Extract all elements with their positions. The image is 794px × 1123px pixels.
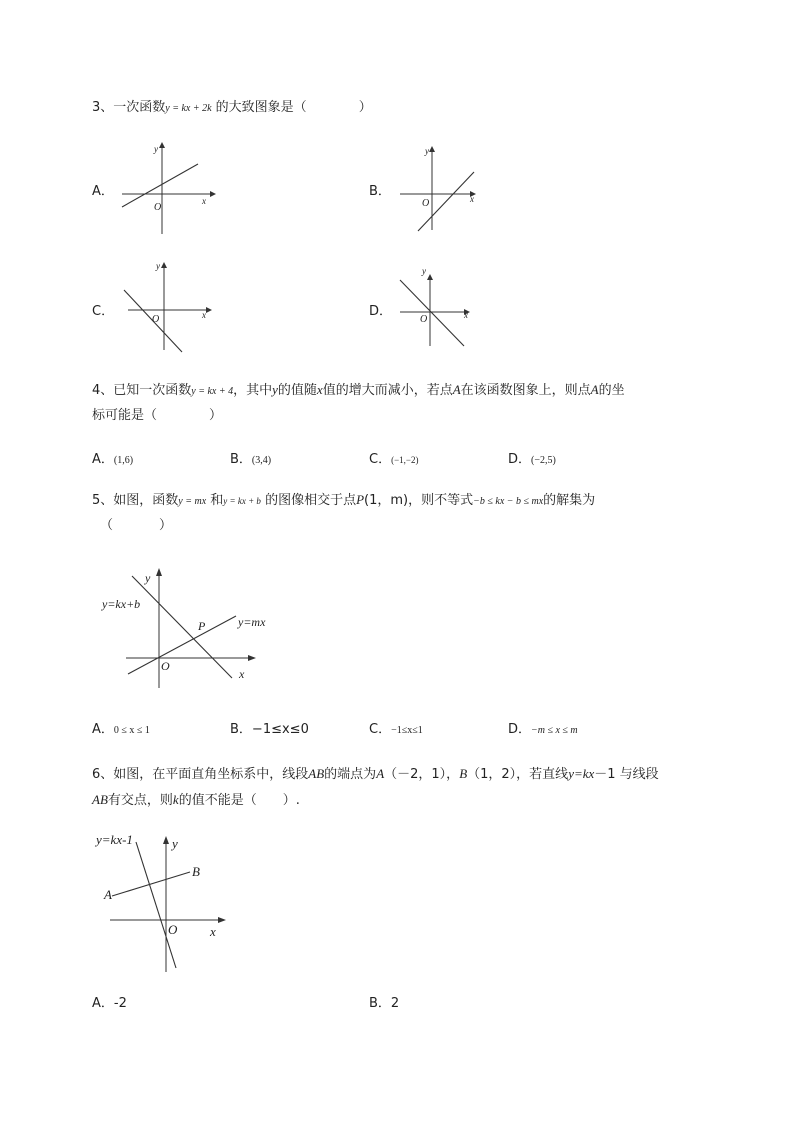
q6-axis-y: y	[172, 836, 178, 851]
q5-axis-x: x	[239, 667, 245, 681]
q3-graph-d	[398, 268, 488, 350]
q3a-x: x	[202, 196, 206, 206]
q3-graph-c	[122, 260, 222, 356]
q3a-y: y	[154, 144, 158, 154]
q3-option-b-label: B．	[369, 184, 391, 199]
q3d-origin: O	[420, 314, 428, 325]
q4-option-a: A．(1,6)	[92, 452, 134, 467]
q6-axis-x: x	[210, 924, 216, 939]
q6-point-b: B	[192, 864, 200, 879]
q5-option-d: D．−m ≤ x ≤ m	[508, 722, 578, 737]
q3d-y: y	[422, 266, 426, 276]
q3c-origin: O	[152, 314, 160, 325]
q5-option-c: C．−1≤x≤1	[369, 722, 423, 737]
q6-stem-line2: AB有交点，则k的值不能是（ ）.	[92, 792, 300, 808]
q3-stem: 3、一次函数y = kx + 2k 的大致图象是（ ）	[92, 100, 372, 115]
q3a-origin: O	[154, 202, 162, 213]
q4-option-b: B．(3,4)	[230, 452, 272, 467]
q4-stem-line2: 标可能是（ ）	[92, 408, 223, 423]
q6-option-a: A．-2	[92, 996, 127, 1011]
q5-stem-line1: 5、如图，函数y = mx 和y = kx + b 的图像相交于点P(1，m)，则不等式−b ≤ kx − b ≤ mx的解集为	[92, 492, 596, 508]
q4-option-d: D．(−2,5)	[508, 452, 556, 467]
q6-point-a: A	[104, 887, 112, 902]
q6-origin: O	[168, 922, 178, 937]
q5-label-mx: y=mx	[238, 615, 266, 629]
q5-option-b: B．−1≤x≤0	[230, 722, 309, 737]
q5-axis-y: y	[145, 571, 151, 585]
q3b-origin: O	[422, 198, 430, 209]
q6-option-b: B．2	[369, 996, 400, 1011]
q3-graph-a	[118, 140, 218, 236]
q5-origin: O	[161, 659, 170, 673]
q3-option-a-label: A．	[92, 184, 114, 199]
q3-option-c-label: C．	[92, 304, 115, 319]
q5-figure	[96, 564, 286, 688]
q5-option-a: A．0 ≤ x ≤ 1	[92, 722, 150, 737]
q4-stem-line1: 4、已知一次函数y = kx + 4，其中y的值随x值的增大而减小，若点A在该函数图象上，则点A的坐	[92, 382, 625, 398]
q6-stem-line1: 6、如图，在平面直角坐标系中，线段AB的端点为A（－2，1），B（1，2），若直线y=kx－1 与线段	[92, 766, 659, 782]
q6-line-label: y=kx-1	[96, 832, 133, 847]
q6-figure	[94, 826, 234, 972]
q3b-y: y	[425, 146, 429, 156]
q5-point-p: P	[198, 619, 206, 633]
q3b-x: x	[470, 194, 474, 204]
q3-option-d-label: D．	[369, 304, 393, 319]
q5-stem-line2: （ ）	[100, 518, 173, 533]
q3c-x: x	[202, 310, 206, 320]
q5-label-kx-b: y=kx+b	[102, 597, 141, 611]
q3-graph-b	[398, 142, 488, 234]
q3c-y: y	[156, 261, 160, 271]
q4-option-c: C．$^{(-1,-2)}$	[369, 452, 419, 467]
q3d-x: x	[464, 310, 468, 320]
